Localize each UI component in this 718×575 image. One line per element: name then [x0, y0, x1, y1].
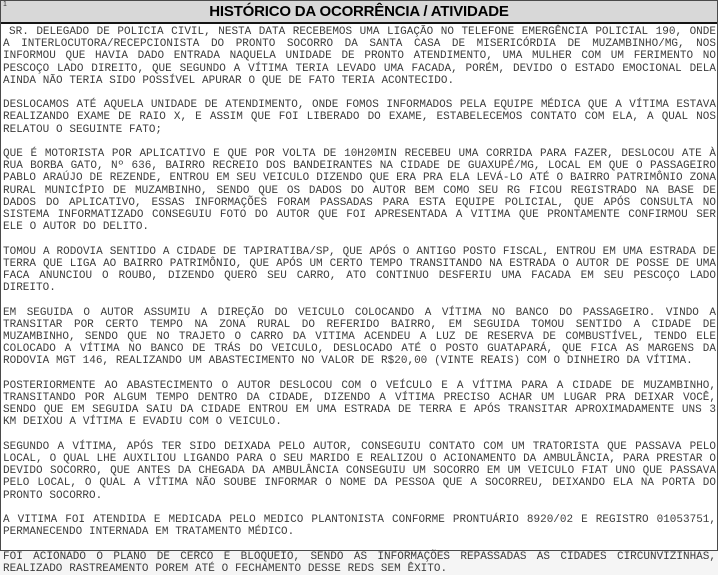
report-paragraph: SEGUNDO A VÍTIMA, APÓS TER SIDO DEIXADA PELO AUTOR, CONSEGUIU CONTATO COM UM TRATORISTA QUE PASSAVA PELO LOCAL, O QUAL LHE AUXILIOU LIGANDO PARA O SEU MARIDO E REALIZOU O ACIONAMENTO DA AMBULÂNCIA, PARA PRESTAR O DEVIDO SOCORRO, QUE ANTES DA CHEGADA DA AMBULÂNCIA CONSEGUIU UM SOCORRO EM UM VEICULO FIAT UNO QUE PASSAVA PELO LOCAL, O QUAL A VÍTIMA NÃO SOUBE INFORMAR O NOME DA PESSOA QUE A SOCORREU, DEIXANDO ELA NA PORTA DO PRONTO SOCORRO.	[3, 440, 716, 502]
report-paragraph: TOMOU A RODOVIA SENTIDO A CIDADE DE TAPIRATIBA/SP, QUE APÓS O ANTIGO POSTO FISCAL, ENTROU EM UMA ESTRADA DE TERRA QUE LIGA AO BAIRRO PATRIMÔNIO, QUE APÓS UM CERTO TEMPO TRANSITANDO NA ESTRADA O AUTOR DE POSSE DE UMA FACA ANUNCIOU O ROUBO, DIZENDO QUERO SEU CARRO, ATO CONTINUO DESFERIU UMA FACADA EM SEU PESCOÇO LADO DIREITO.	[3, 245, 716, 295]
report-paragraph: A VITIMA FOI ATENDIDA E MEDICADA PELO MEDICO PLANTONISTA CONFORME PRONTUÁRIO 8920/02 E REGISTRO 01053751, PERMANECENDO INTERNADA EM TRATAMENTO MÉDICO.	[3, 514, 716, 539]
report-paragraph: SR. DELEGADO DE POLICIA CIVIL, NESTA DATA RECEBEMOS UMA LIGAÇÃO NO TELEFONE EMERGÊNCIA POLICIAL 190, ONDE A INTERLOCUTORA/RECEPCIONISTA DO PRONTO SOCORRO DA SANTA CASA DE MISERICÓRDIA DE MUZAMBINHO/MG, NOS INFORMOU QUE HAVIA DADO ENTRADA NAQUELA UNIDADE DE PRONTO ATENDIMENTO, UMA MULHER COM UM FERIMENTO NO PESCOÇO LADO DIREITO, QUE SEGUNDO A VÍTIMA TERIA LEVADO UMA FACADA, PORÉM, DEVIDO O ESTADO EMOCIONAL DELA AINDA NÃO TERIA SIDO POSSÍVEL APURAR O QUE DE FATO TERIA ACONTECIDO.	[3, 26, 716, 87]
section-header	[1, 1, 717, 24]
section-title: HISTÓRICO DA OCORRÊNCIA / ATIVIDADE	[209, 3, 509, 20]
report-paragraph: POSTERIORMENTE AO ABASTECIMENTO O AUTOR DESLOCOU COM O VEÍCULO E A VÍTIMA PARA A CIDADE DE MUZAMBINHO, TRANSITANDO POR ALGUM TEMPO DENTRO DA CIDADE, DIZENDO A VÍTIMA PRECISO ACHAR UM LUGAR PRA DEIXAR VOCÊ, SENDO QUE EM SEGUIDA SAIU DA CIDADE ENTROU EM UMA ESTRADA DE TERRA E APÓS TRANSITAR APROXIMADAMENTE UNS 3 KM DEIXOU A VÍTIMA E EVADIU COM O VEICULO.	[3, 379, 716, 429]
report-paragraph: DESLOCAMOS ATÉ AQUELA UNIDADE DE ATENDIMENTO, ONDE FOMOS INFORMADOS PELA EQUIPE MÉDICA QUE A VÍTIMA ESTAVA REALIZANDO EXAME DE RAIO X, E ASSIM QUE FOI LIBERADO DO EXAME, ESTABELECEMOS CONTATO COM ELA, A QUAL NOS RELATOU O SEGUINTE FATO;	[3, 99, 716, 136]
report-body	[1, 24, 717, 575]
report-paragraph: FOI ACIONADO O PLANO DE CERCO E BLOQUEIO, SENDO AS INFORMAÇÕES REPASSADAS AS CIDADES CIRCUNVIZINHAS, REALIZADO RASTREAMENTO POREM ATÉ O FECHAMENTO DESSE REDS SEM ÊXITO.	[3, 550, 716, 575]
report-paragraph: EM SEGUIDA O AUTOR ASSUMIU A DIREÇÃO DO VEICULO COLOCANDO A VÍTIMA NO BANCO DO PASSAGEIRO. VINDO A TRANSITAR POR CERTO TEMPO NA ZONA RURAL DO REFERIDO BAIRRO, EM SEGUIDA TOMOU SENTIDO A CIDADE DE MUZAMBINHO, SENDO QUE NO TRAJETO O CARRO DA VITIMA ACENDEU A LUZ DE RESERVA DE COMBUSTÍVEL, TENDO ELE COLOCADO A VÍTIMA NO BANCO DE TRÁS DO VEICULO, DESLOCADO ATÉ O POSTO GUATAPARÁ, QUE FICA AS MARGENS DA RODOVIA MGT 146, REALIZANDO UM ABASTECIMENTO NO VALOR DE R$20,00 (VINTE REAIS) COM O DINHEIRO DA VÍTIMA.	[3, 306, 716, 368]
footnote-marker: 1	[3, 1, 7, 8]
report-paragraph: QUE É MOTORISTA POR APLICATIVO E QUE POR VOLTA DE 10H20MIN RECEBEU UMA CORRIDA PARA FAZER, DESLOCOU ATE À RUA BORBA GATO, Nº 636, BAIRRO RECREIO DOS BANDEIRANTES NA CIDADE DE GUAXUPÉ/MG, LOCAL EM QUE O PASSAGEIRO PABLO ARAÚJO DE REZENDE, ENTROU EM SEU VEICULO DIZENDO QUE ERA PRA ELA LEVÁ-LO ATÉ O BAIRRO PATRIMÔNIO ZONA RURAL MUNICÍPIO DE MUZAMBINHO, SENDO QUE OS DADOS DO AUTOR BEM COMO SEU RG FICOU REGISTRADO NA BASE DE DADOS DO APLICATIVO, ESSAS INFORMAÇÕES FORAM PASSADAS PARA ESTA EQUIPE POLICIAL, QUE APÓS CONSULTA NO SISTEMA INFORMATIZADO CONSEGUIU FOTO DO AUTOR QUE FOI APRESENTADA A VITIMA QUE PRONTAMENTE CONFIRMOU SER ELE O AUTOR DO DELITO.	[3, 148, 716, 234]
